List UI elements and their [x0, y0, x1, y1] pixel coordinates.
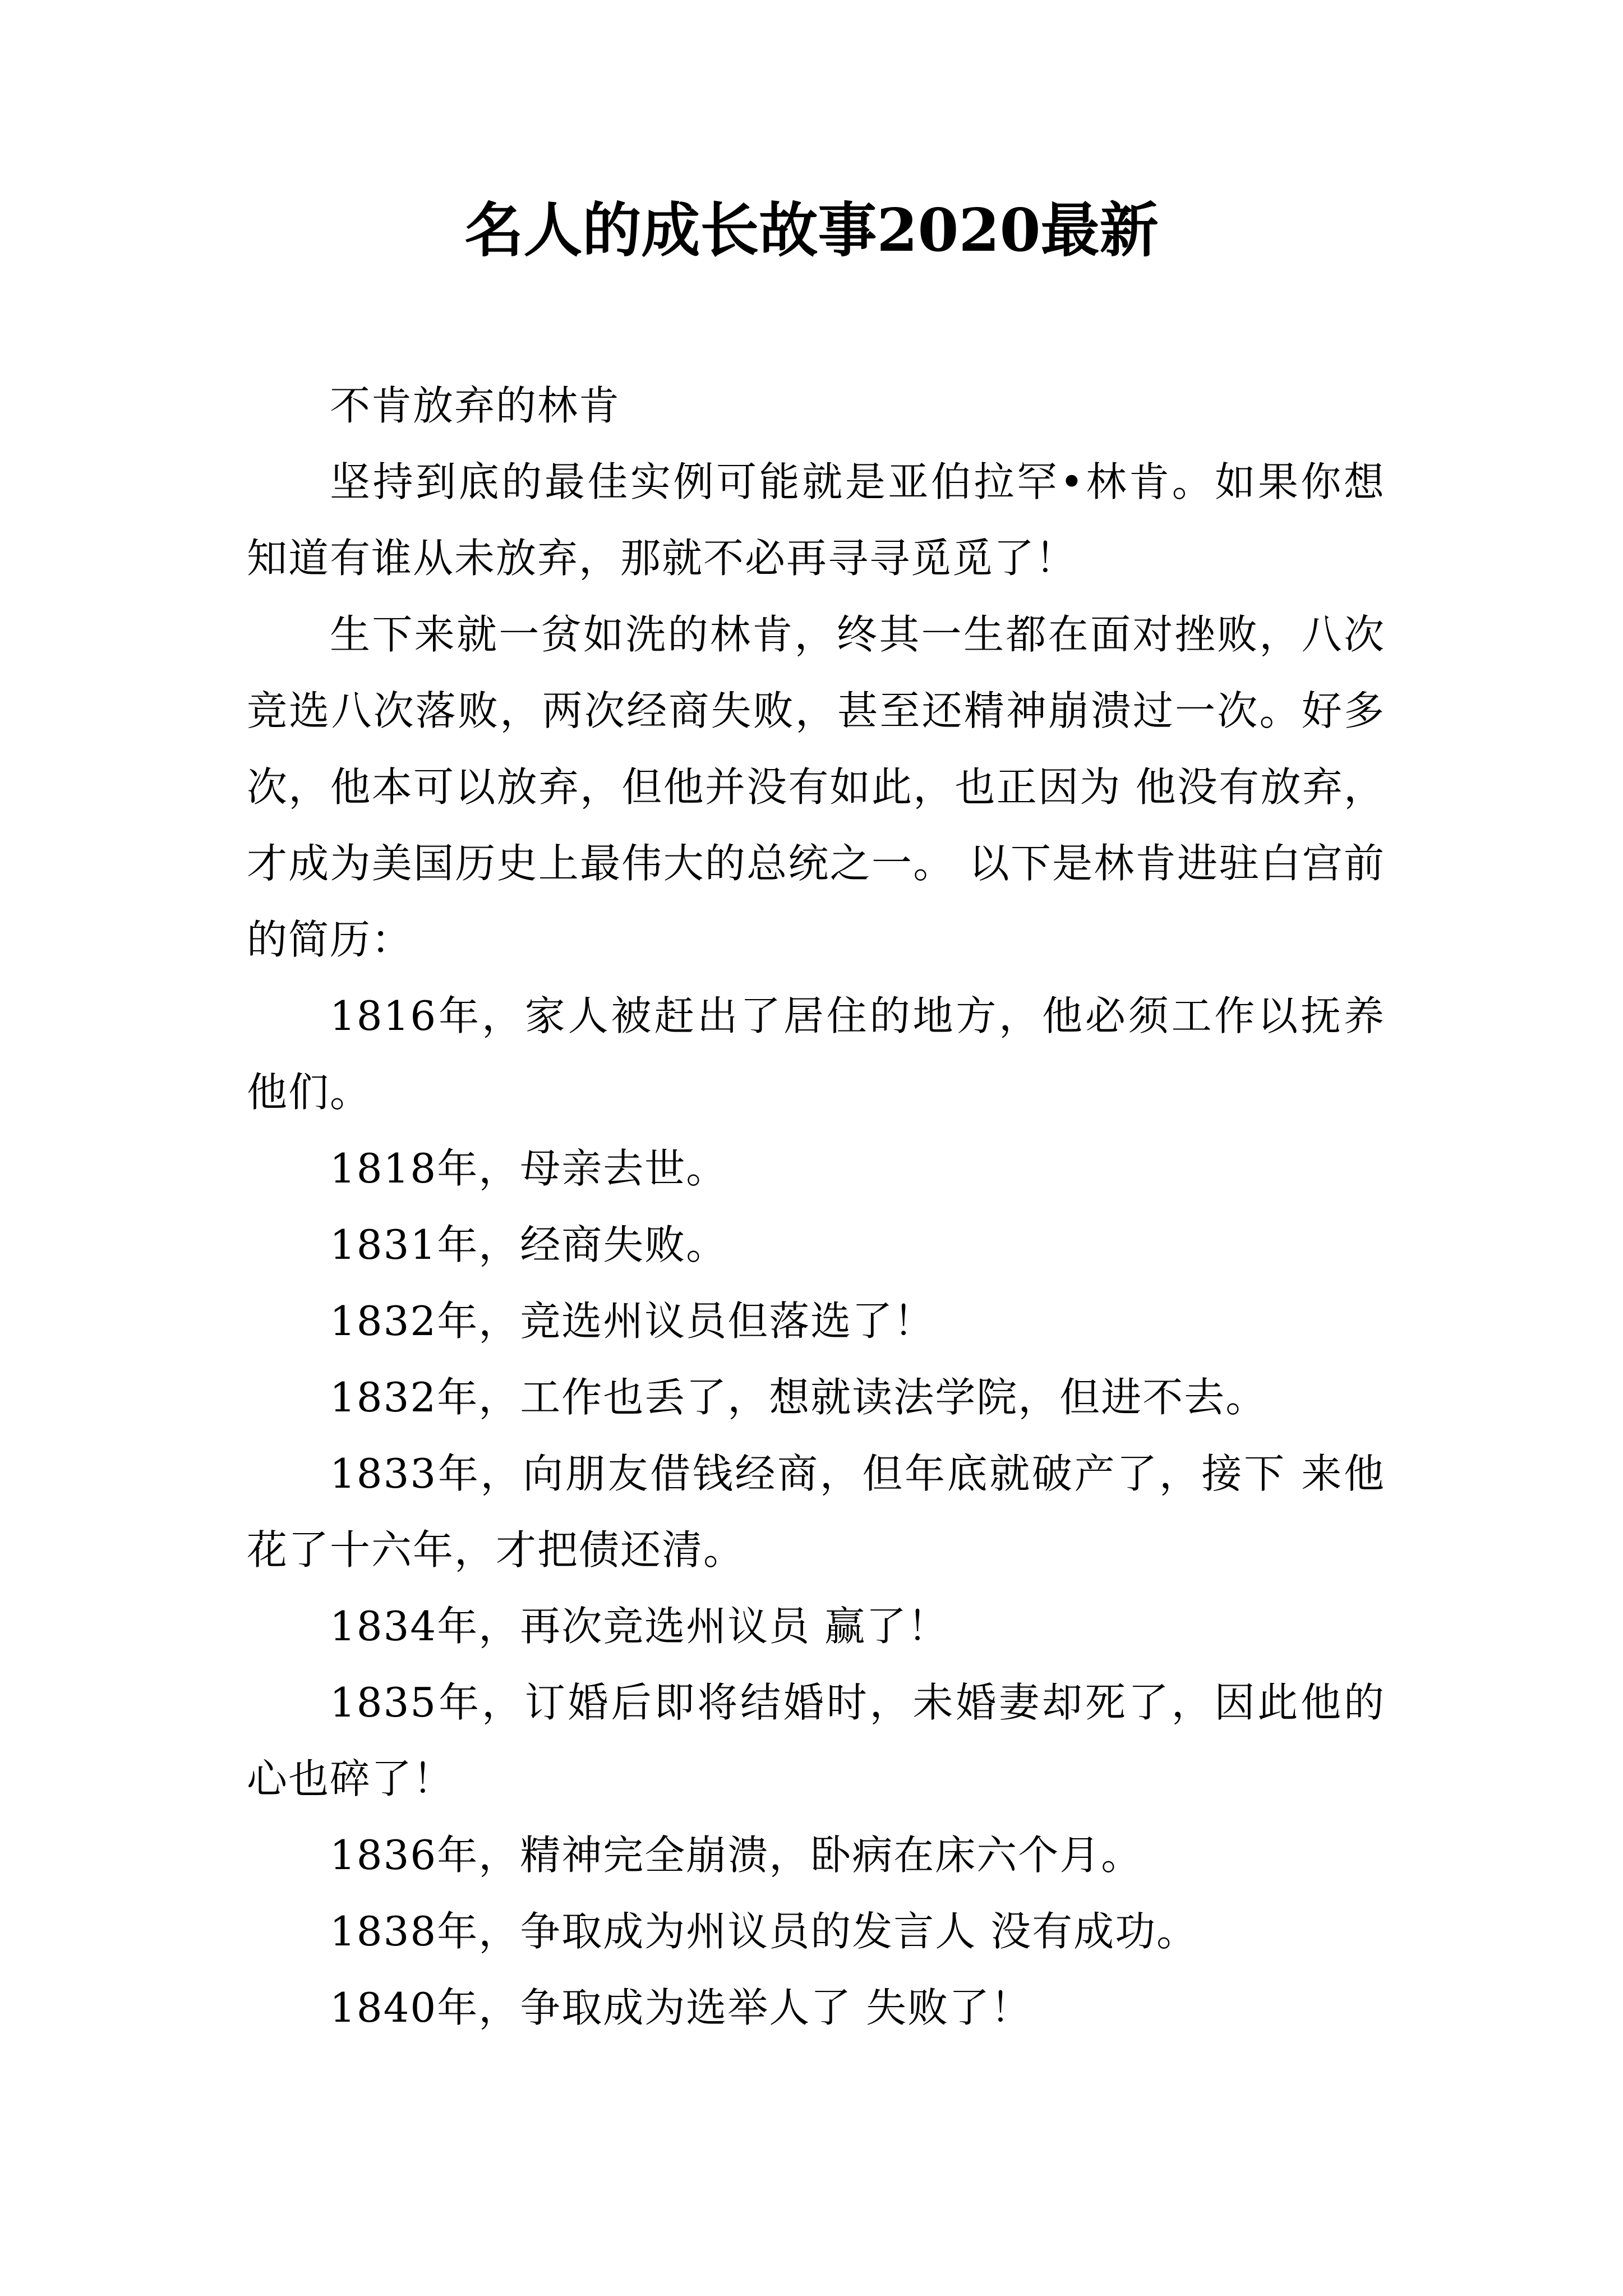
timeline-entry: 1840年，争取成为选举人了 失败了！: [330, 1984, 1032, 2031]
timeline-entry: 1836年，精神完全崩溃，卧病在床六个月。: [330, 1832, 1143, 1879]
paragraph: 坚持到底的最佳实例可能就是亚伯拉罕•林肯。如果你想知道有谁从未放弃，那就不必再寻寻觅觅了！: [247, 458, 1385, 582]
timeline-entry: 1832年，竞选州议员但落选了！: [330, 1297, 935, 1345]
document-body: [247, 367, 1385, 2046]
timeline-entry: 1831年，经商失败。: [330, 1221, 728, 1268]
timeline-entry: 1834年，再次竞选州议员 赢了！: [330, 1603, 949, 1650]
paragraph: 生下来就一贫如洗的林肯，终其一生都在面对挫败，八次竞选八次落败，两次经商失败，甚至还精神崩溃过一次。好多次，他本可以放弃，但他并没有如此，也正因为 他没有放弃，才成为美国历史上最伟大的总统之一。 以下是林肯进驻白宫前的简历：: [247, 611, 1385, 963]
timeline-entry: 1816年，家人被赶出了居住的地方，他必须工作以抚养他们。: [247, 992, 1385, 1116]
section-heading: 不肯放弃的林肯: [330, 382, 621, 429]
timeline-entry: 1832年，工作也丢了，想就读法学院，但进不去。: [330, 1374, 1267, 1421]
timeline-entry: 1833年，向朋友借钱经商，但年底就破产了，接下 来他花了十六年，才把债还清。: [247, 1450, 1385, 1573]
page-title: 名人的成长故事2020最新: [464, 195, 1159, 265]
timeline-entry: 1818年，母亲去世。: [330, 1145, 728, 1192]
timeline-entry: 1838年，争取成为州议员的发言人 没有成功。: [330, 1908, 1198, 1955]
timeline-entry: 1835年，订婚后即将结婚时，未婚妻却死了，因此他的心也碎了！: [247, 1679, 1385, 1802]
